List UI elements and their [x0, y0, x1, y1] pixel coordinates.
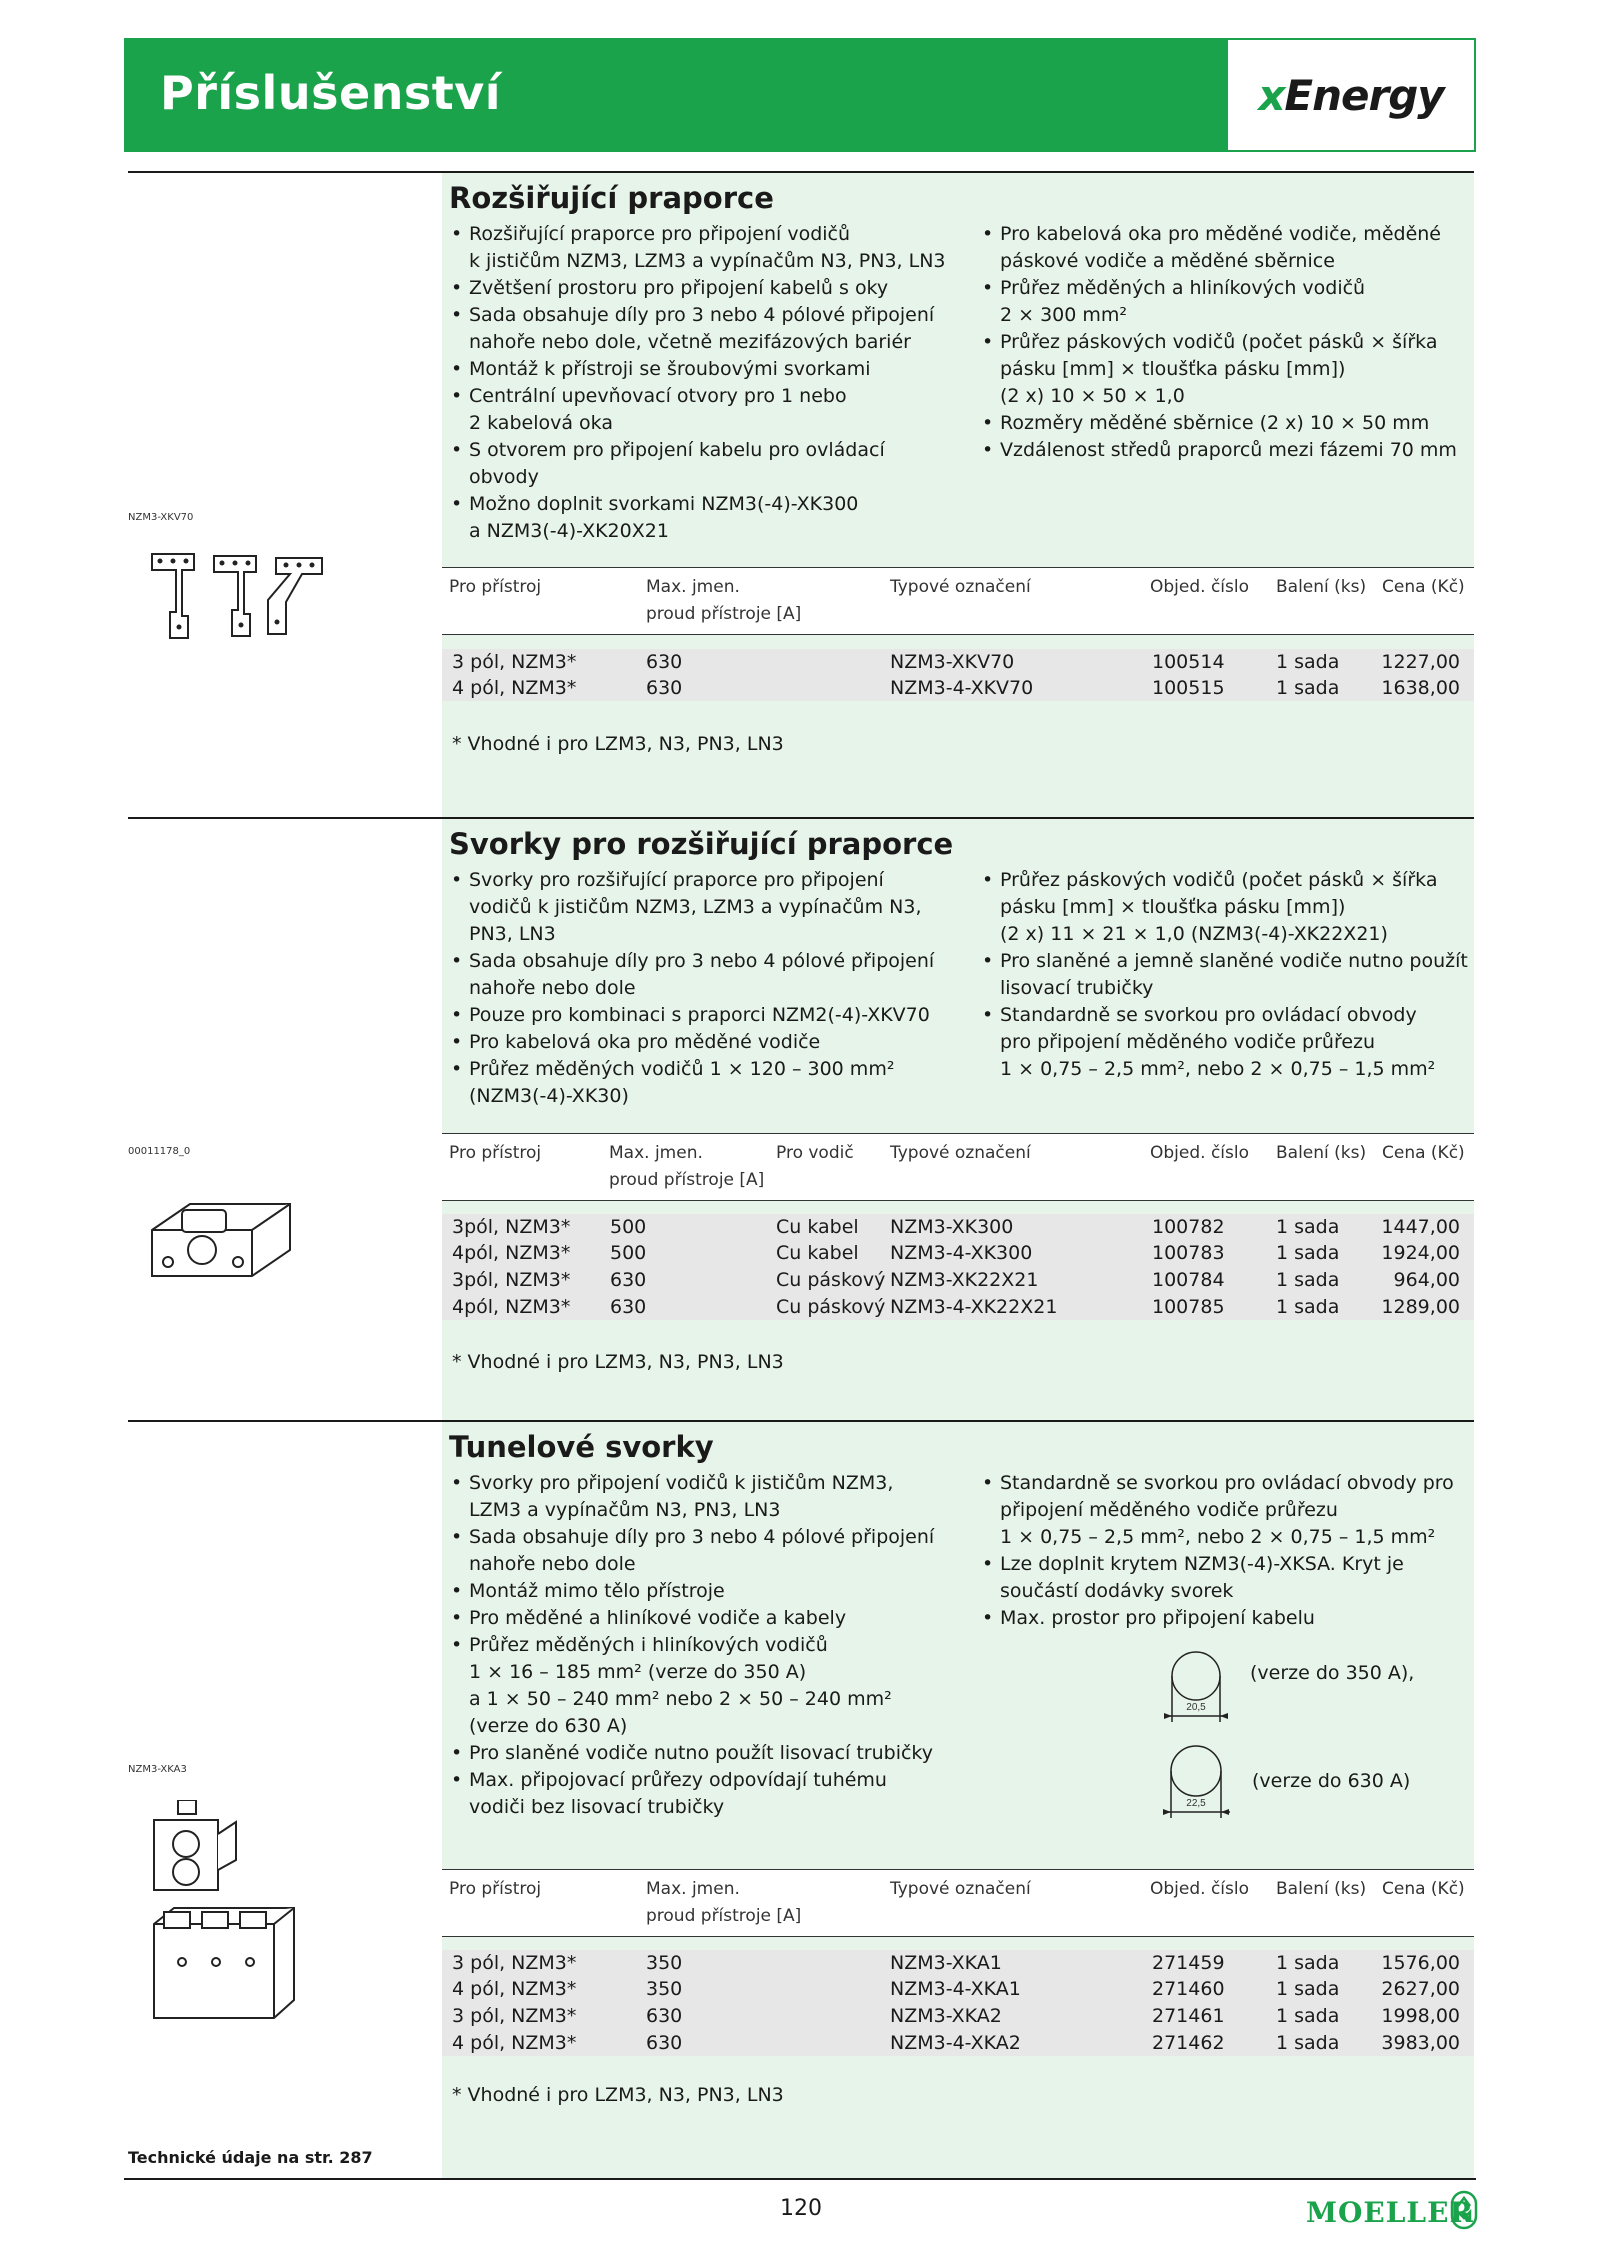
list-item: • Průřez měděných i hliníkových vodičů [449, 1632, 934, 1659]
section-busbar-extensions [442, 171, 1474, 817]
list-item: • Montáž mimo tělo přístroje [449, 1578, 934, 1605]
list-item: nahoře nebo dole [469, 1553, 636, 1575]
list-item: pásku [mm] × tloušťka pásku [mm]) [1000, 358, 1346, 380]
cable-space-diagram [1160, 1646, 1240, 1856]
list-item: obvody [469, 466, 539, 488]
technical-data-reference: Technické údaje na str. 287 [128, 2148, 373, 2167]
moeller-emblem-icon [1450, 2190, 1478, 2230]
footnote: * Vhodné i pro LZM3, N3, PN3, LN3 [452, 733, 784, 755]
table-header: Pro přístroj Max. jmen. proud přístroje [A] Typové označení Objed. číslo Balení (ks) Cena (Kč) [442, 567, 1474, 635]
image-label: NZM3-XKA3 [128, 1764, 187, 1775]
list-item: • Pro slaněné vodiče nutno použít lisovací trubičky [449, 1740, 934, 1767]
list-item: nahoře nebo dole, včetně mezifázových bariér [469, 331, 911, 353]
footer-divider [124, 2178, 1476, 2180]
section-title: Svorky pro rozšiřující praporce [449, 827, 954, 861]
list-item: • Montáž k přístroji se šroubovými svorkami [449, 356, 946, 383]
list-item: (NZM3(-4)-XK30) [469, 1085, 629, 1107]
section-title: Tunelové svorky [449, 1430, 714, 1464]
list-item: • Průřez měděných vodičů 1 × 120 – 300 mm² [449, 1056, 934, 1083]
list-item: pro připojení měděného vodiče průřezu [1000, 1031, 1376, 1053]
list-item: • Lze doplnit krytem NZM3(-4)-XKSA. Kryt je [980, 1551, 1454, 1578]
list-item: • Průřez páskových vodičů (počet pásků × šířka [980, 867, 1468, 894]
list-item: 2 × 300 mm² [1000, 304, 1128, 326]
list-item: • Sada obsahuje díly pro 3 nebo 4 pólové připojení [449, 302, 946, 329]
list-item: • Sada obsahuje díly pro 3 nebo 4 pólové připojení [449, 1524, 934, 1551]
list-item: vodičů k jističům NZM3, LZM3 a vypínačům N3, [469, 896, 922, 918]
list-item: • Standardně se svorkou pro ovládací obvody [980, 1002, 1468, 1029]
list-item: • Vzdálenost středů praporců mezi fázemi 70 mm [980, 437, 1457, 464]
list-item: • Sada obsahuje díly pro 3 nebo 4 pólové připojení [449, 948, 934, 975]
list-item: součástí dodávky svorek [1000, 1580, 1234, 1602]
left-divider [128, 171, 442, 173]
list-item: k jističům NZM3, LZM3 a vypínačům N3, PN3, LN3 [469, 250, 946, 272]
list-item: • Pouze pro kombinaci s praporci NZM2(-4)-XKV70 [449, 1002, 934, 1029]
table-body: 3 pól, NZM3* 350 NZM3-XKA1 271459 1 sada 1576,00 4 pól, NZM3* 350 NZM3-4-XKA1 271460 1 sada 2627,00 3 pól, NZM3* 630 NZM3-XKA2 271461 1 sada 1998,00 4 pól, NZM3* 630 NZM3-4-XKA2 271462 1 sada 3983,00 [442, 1950, 1474, 2056]
list-item: • Standardně se svorkou pro ovládací obvody pro [980, 1470, 1454, 1497]
list-item: • Svorky pro rozšiřující praporce pro připojení [449, 867, 934, 894]
footnote: * Vhodné i pro LZM3, N3, PN3, LN3 [452, 2084, 784, 2106]
feature-list-right [980, 221, 1457, 464]
tunnel-terminal-image [144, 1800, 314, 2030]
list-item: • Možno doplnit svorkami NZM3(-4)-XK300 [449, 491, 946, 518]
list-item: • Průřez páskových vodičů (počet pásků × šířka [980, 329, 1457, 356]
diagram-caption: (verze do 630 A) [1252, 1770, 1411, 1792]
list-item: • S otvorem pro připojení kabelu pro ovládací [449, 437, 946, 464]
table-body: 3 pól, NZM3* 630 NZM3-XKV70 100514 1 sada 1227,00 4 pól, NZM3* 630 NZM3-4-XKV70 100515 1 sada 1638,00 [442, 649, 1474, 701]
list-item: a NZM3(-4)-XK20X21 [469, 520, 669, 542]
list-item: (2 x) 10 × 50 × 1,0 [1000, 385, 1185, 407]
list-item: • Max. připojovací průřezy odpovídají tuhému [449, 1767, 934, 1794]
feature-list-left [449, 221, 946, 545]
list-item: • Rozměry měděné sběrnice (2 x) 10 × 50 mm [980, 410, 1457, 437]
moeller-logo: MOELLER [1306, 2196, 1474, 2229]
list-item: • Pro kabelová oka pro měděné vodiče, měděné [980, 221, 1457, 248]
left-divider [128, 817, 442, 819]
diameter-630-label: 22,5 [1186, 1798, 1206, 1809]
section-tunnel-terminals [442, 1420, 1474, 2178]
page-number: 120 [780, 2196, 822, 2221]
feature-list-left [449, 867, 934, 1110]
list-item: pásku [mm] × tloušťka pásku [mm]) [1000, 896, 1346, 918]
list-item: 1 × 16 – 185 mm² (verze do 350 A) [469, 1661, 807, 1683]
list-item: 2 kabelová oka [469, 412, 613, 434]
list-item: nahoře nebo dole [469, 977, 636, 999]
feature-list-left [449, 1470, 934, 1821]
xenergy-logo: x Energy [1228, 40, 1474, 150]
feature-list-right [980, 1470, 1454, 1632]
diagram-caption: (verze do 350 A), [1250, 1662, 1415, 1684]
list-item: 1 × 0,75 – 2,5 mm², nebo 2 × 0,75 – 1,5 mm² [1000, 1058, 1436, 1080]
page-title: Příslušenství [160, 66, 502, 120]
list-item: vodiči bez lisovací trubičky [469, 1796, 725, 1818]
list-item: (verze do 630 A) [469, 1715, 628, 1737]
feature-list-right [980, 867, 1468, 1083]
image-label: 00011178_0 [128, 1146, 191, 1157]
terminal-clamp-image [140, 1190, 300, 1290]
busbar-extension-image [146, 548, 336, 650]
list-item: lisovací trubičky [1000, 977, 1154, 999]
list-item: • Pro měděné a hliníkové vodiče a kabely [449, 1605, 934, 1632]
list-item: a 1 × 50 – 240 mm² nebo 2 × 50 – 240 mm² [469, 1688, 892, 1710]
list-item: 1 × 0,75 – 2,5 mm², nebo 2 × 0,75 – 1,5 mm² [1000, 1526, 1436, 1548]
list-item: • Průřez měděných a hliníkových vodičů [980, 275, 1457, 302]
list-item: • Rozšiřující praporce pro připojení vodičů [449, 221, 946, 248]
table-body: 3pól, NZM3* 500 Cu kabel NZM3-XK300 100782 1 sada 1447,00 4pól, NZM3* 500 Cu kabel NZM3-4-XK300 100783 1 sada 1924,00 3pól, NZM3* 630 Cu páskový NZM3-XK22X21 100784 1 sada 964,00 4pól, NZM3* 630 Cu páskový NZM3-4-XK22X21 100785 1 sada 1289,00 [442, 1214, 1474, 1320]
image-label: NZM3-XKV70 [128, 512, 194, 523]
section-title: Rozšiřující praporce [449, 181, 774, 215]
left-divider [128, 1420, 442, 1422]
list-item: • Zvětšení prostoru pro připojení kabelů s oky [449, 275, 946, 302]
list-item: LZM3 a vypínačům N3, PN3, LN3 [469, 1499, 781, 1521]
list-item: • Pro kabelová oka pro měděné vodiče [449, 1029, 934, 1056]
list-item: • Max. prostor pro připojení kabelu [980, 1605, 1454, 1632]
list-item: • Pro slaněné a jemně slaněné vodiče nutno použít [980, 948, 1468, 975]
list-item: PN3, LN3 [469, 923, 556, 945]
table-header: Pro přístroj Max. jmen. proud přístroje [A] Pro vodič Typové označení Objed. číslo Balení (ks) Cena (Kč) [442, 1133, 1474, 1201]
list-item: připojení měděného vodiče průřezu [1000, 1499, 1338, 1521]
table-header: Pro přístroj Max. jmen. proud přístroje [A] Typové označení Objed. číslo Balení (ks) Cena (Kč) [442, 1869, 1474, 1937]
page-header [124, 38, 1476, 152]
list-item: • Centrální upevňovací otvory pro 1 nebo [449, 383, 946, 410]
list-item: • Svorky pro připojení vodičů k jističům NZM3, [449, 1470, 934, 1497]
list-item: páskové vodiče a měděné sběrnice [1000, 250, 1335, 272]
footnote: * Vhodné i pro LZM3, N3, PN3, LN3 [452, 1351, 784, 1373]
diameter-350-label: 20,5 [1186, 1702, 1206, 1713]
section-busbar-terminals [442, 817, 1474, 1420]
list-item: (2 x) 11 × 21 × 1,0 (NZM3(-4)-XK22X21) [1000, 923, 1388, 945]
